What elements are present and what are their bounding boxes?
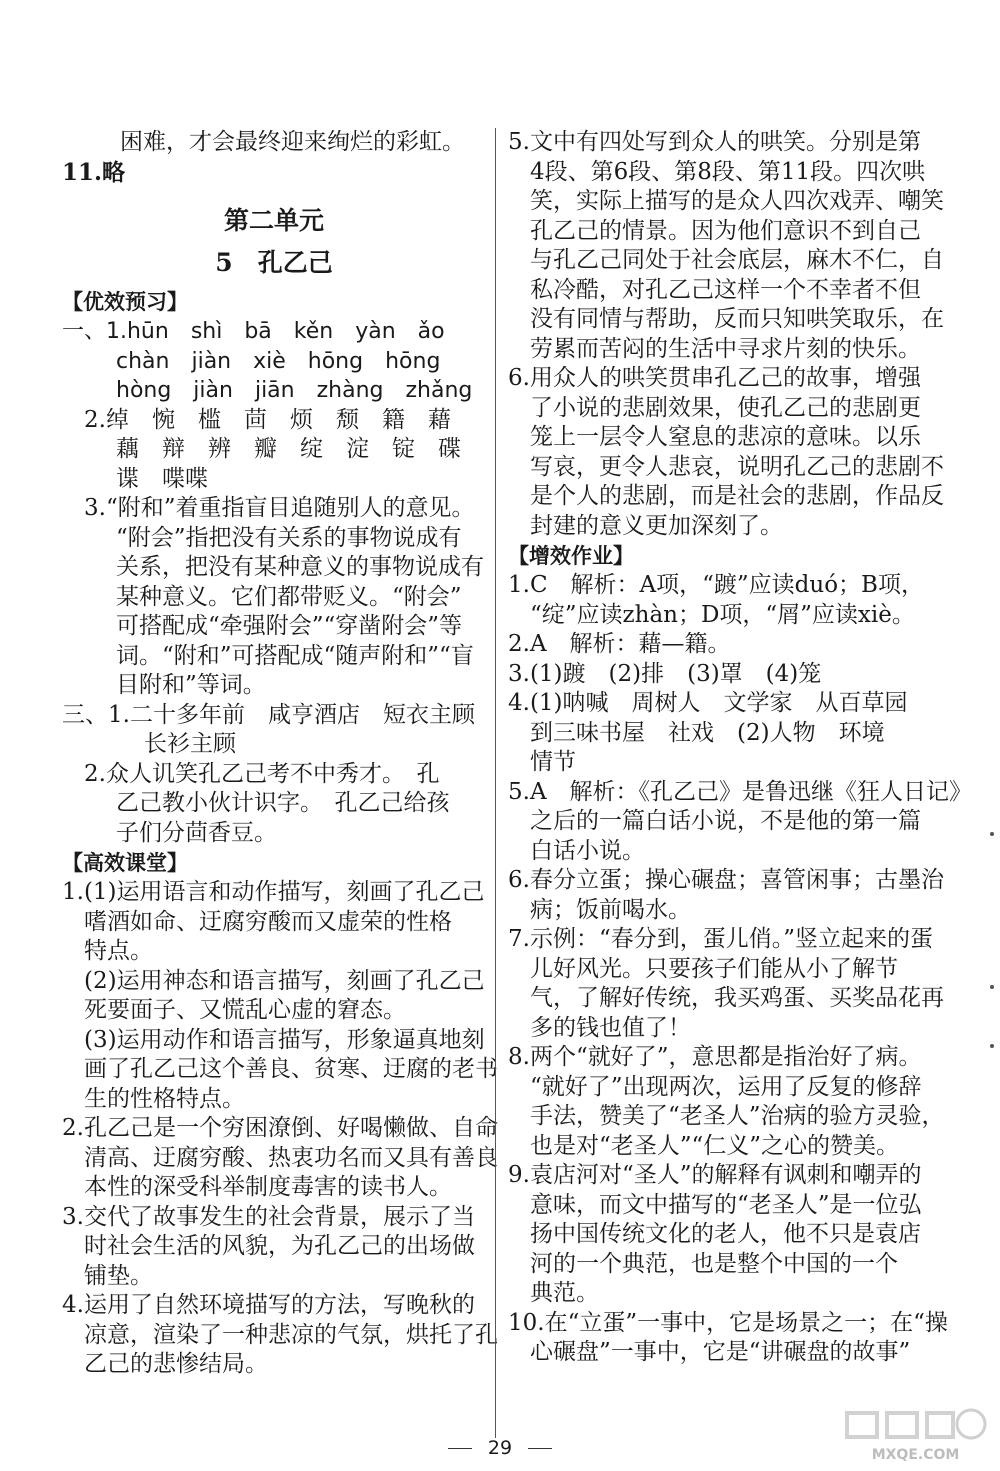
watermark-url: MXQE.COM xyxy=(871,1447,960,1463)
left-text-line: 时社会生活的风貌，为孔乙己的出场做 xyxy=(84,1233,475,1259)
right-text-line: 情节 xyxy=(530,749,576,775)
right-text-line: 3.(1)踱 (2)排 (3)罩 (4)笼 xyxy=(508,660,822,687)
right-text-line: 心碾盘”一事中，它是“讲碾盘的故事” xyxy=(530,1339,911,1365)
left-text-line: (2)运用神态和语言描写，刻画了孔乙己 xyxy=(84,967,485,994)
left-text-line: 画了孔乙己这个善良、贫寒、迂腐的老书 xyxy=(84,1056,498,1082)
left-text-line: 三、1.二十多年前 咸亨酒店 短衣主顾 xyxy=(62,701,475,728)
right-text-line: 白话小说。 xyxy=(530,837,645,864)
right-text-line: 也是对“老圣人”“仁义”之心的赞美。 xyxy=(530,1132,900,1159)
right-text-line: 4.(1)呐喊 周树人 文学家 从百草园 xyxy=(508,690,908,716)
margin-dot xyxy=(990,985,994,989)
right-text-line: 封建的意义更加深刻了。 xyxy=(530,512,783,539)
right-text-line: 笼上一层令人窒息的悲凉的意味。以乐 xyxy=(530,424,921,450)
right-text-line: 病；饭前喝水。 xyxy=(530,896,691,923)
right-text-line: 之后的一篇白话小说，不是他的第一篇 xyxy=(530,808,921,834)
left-text-line: 词。“附和”可搭配成“随声附和”“盲 xyxy=(116,642,474,669)
right-text-line: 典范。 xyxy=(530,1280,599,1306)
right-text-line: 与孔乙己同处于社会底层，麻木不仁，自 xyxy=(530,247,944,273)
left-text-line: 目附和”等词。 xyxy=(116,672,266,698)
left-text-line: 谍 喋喋 xyxy=(116,465,208,492)
left-text-line: hòng jiàn jiān zhàng zhǎng xyxy=(116,378,473,403)
left-text-line: 5 孔乙己 xyxy=(215,248,333,277)
left-text-line: (3)运用动作和语言描写，形象逼真地刻 xyxy=(84,1026,485,1053)
right-text-line: 孔乙己的情景。因为他们意识不到自己 xyxy=(530,217,921,244)
right-text-line: 私冷酷，对孔乙己这样一个不幸者不但 xyxy=(530,276,921,303)
right-text-line: 6.用众人的哄笑贯串孔乙己的故事，增强 xyxy=(508,365,921,391)
left-text-line: 特点。 xyxy=(84,938,153,964)
right-text-line: “绽”应读zhàn；D项，“屑”应读xiè。 xyxy=(530,601,915,628)
watermark xyxy=(843,1405,988,1463)
right-text-line: 是个人的悲剧，而是社会的悲剧，作品反 xyxy=(530,483,944,509)
right-text-line: 1.C 解析：A项，“踱”应读duó；B项， xyxy=(508,572,924,598)
left-text-line: 死要面子、又慌乱心虚的窘态。 xyxy=(84,997,406,1023)
right-text-line: 4段、第6段、第8段、第11段。四次哄 xyxy=(530,158,926,185)
footer-dash-left xyxy=(448,1448,472,1449)
right-column xyxy=(508,128,973,1368)
left-text-line: 3.交代了故事发生的社会背景，展示了当 xyxy=(62,1203,475,1230)
left-text-line: 第二单元 xyxy=(223,206,324,235)
left-text-line: 11.略 xyxy=(62,158,126,186)
footer-dash-right xyxy=(528,1448,552,1449)
right-text-line: 儿好风光。只要孩子们能从小了解节 xyxy=(530,955,898,982)
left-text-line: 1.(1)运用语言和动作描写，刻画了孔乙己 xyxy=(62,879,485,905)
left-text-line: 关系，把没有某种意义的事物说成有 xyxy=(116,554,484,580)
left-text-line: 2.绰 惋 槛 茴 烦 颓 籍 藉 xyxy=(84,406,451,433)
right-text-line: 手法，赞美了“老圣人”治病的验方灵验， xyxy=(530,1103,945,1129)
left-text-line: 乙己教小伙计识字。 孔乙己给孩 xyxy=(116,790,450,816)
left-text-line: 一、1.hūn shì bā kěn yàn ǎo xyxy=(62,319,445,344)
left-text-line: 3.“附和”着重指盲目追随别人的意见。 xyxy=(84,495,475,521)
right-text-line: 没有同情与帮助，反而只知哄笑取乐，在 xyxy=(530,306,944,332)
right-text-line: 劳累而苦闷的生活中寻求片刻的快乐。 xyxy=(530,335,921,362)
right-text-line: 扬中国传统文化的老人，他不只是袁店 xyxy=(530,1221,921,1247)
left-text-line: 困难，才会最终迎来绚烂的彩虹。 xyxy=(120,129,465,155)
right-text-line: 意味，而文中描写的“老圣人”是一位弘 xyxy=(530,1191,922,1218)
right-text-line: 10.在“立蛋”一事中，它是场景之一；在“操 xyxy=(508,1309,948,1336)
right-text-line: 到三味书屋 社戏 (2)人物 环境 xyxy=(530,719,885,746)
right-text-line: 9.袁店河对“圣人”的解释有讽刺和嘲弄的 xyxy=(508,1162,922,1188)
left-text-line: 【高效课堂】 xyxy=(62,851,188,875)
left-text-line: 凉意，渲染了一种悲凉的气氛，烘托了孔 xyxy=(84,1321,498,1348)
column-divider xyxy=(495,128,496,1438)
margin-dot xyxy=(990,832,994,836)
left-text-line: chàn jiàn xiè hōng hōng xyxy=(116,348,441,374)
right-text-line: 5.A 解析：《孔乙己》是鲁迅继《狂人日记》 xyxy=(508,778,973,805)
page-number: 29 xyxy=(487,1437,513,1459)
left-text-line: 2.众人讥笑孔乙己考不中秀才。 孔 xyxy=(84,760,440,787)
left-text-line: 藕 辩 辨 瓣 绽 淀 锭 碟 xyxy=(116,436,461,462)
right-text-line: 6.春分立蛋；操心碾盘；喜管闲事；古墨治 xyxy=(508,867,944,893)
right-text-line: 5.文中有四处写到众人的哄笑。分别是第 xyxy=(508,129,921,155)
right-text-line: 8.两个“就好了”，意思都是指治好了病。 xyxy=(508,1044,922,1070)
right-text-line: 气，了解好传统，我买鸡蛋、买奖品花再 xyxy=(530,985,944,1011)
left-text-line: 4.运用了自然环境描写的方法，写晚秋的 xyxy=(62,1292,475,1318)
right-text-line: 7.示例：“春分到，蛋儿俏。”竖立起来的蛋 xyxy=(508,926,933,952)
right-text-line: 了小说的悲剧效果，使孔乙己的悲剧更 xyxy=(530,394,921,421)
left-text-line: “附会”指把没有关系的事物说成有 xyxy=(116,524,462,551)
left-text-line: 可搭配成“牵强附会”“穿凿附会”等 xyxy=(116,613,463,639)
left-text-line: 长衫主顾 xyxy=(144,731,236,757)
right-text-line: 笑，实际上描写的是众人四次戏弄、嘲笑 xyxy=(530,188,944,214)
right-text-line: 【增效作业】 xyxy=(508,544,634,568)
left-text-line: 子们分茴香豆。 xyxy=(116,819,277,846)
left-text-line: 【优效预习】 xyxy=(62,290,188,314)
left-text-line: 清高、迂腐穷酸、热衷功名而又具有善良 xyxy=(84,1144,498,1171)
watermark-logo xyxy=(843,1405,988,1443)
right-text-line: “就好了”出现两次，运用了反复的修辞 xyxy=(530,1073,922,1100)
left-text-line: 2.孔乙己是一个穷困潦倒、好喝懒做、自命 xyxy=(62,1115,498,1141)
left-text-line: 乙己的悲惨结局。 xyxy=(84,1351,268,1377)
right-text-line: 河的一个典范，也是整个中国的一个 xyxy=(530,1250,898,1277)
left-text-line: 某种意义。它们都带贬义。“附会” xyxy=(116,583,462,610)
left-text-line: 生的性格特点。 xyxy=(84,1085,245,1112)
left-text-line: 嗜酒如命、迂腐穷酸而又虚荣的性格 xyxy=(84,908,452,935)
left-text-line: 铺垫。 xyxy=(84,1262,153,1289)
margin-dot xyxy=(990,1044,994,1048)
right-text-line: 2.A 解析：藉—籍。 xyxy=(508,631,731,657)
right-text-line: 多的钱也值了！ xyxy=(530,1014,691,1041)
right-text-line: 写哀，更令人悲哀，说明孔乙己的悲剧不 xyxy=(530,453,944,480)
watermark-logo-graphic xyxy=(843,1405,988,1443)
left-text-line: 本性的深受科举制度毒害的读书人。 xyxy=(84,1174,452,1200)
left-column xyxy=(62,128,498,1380)
